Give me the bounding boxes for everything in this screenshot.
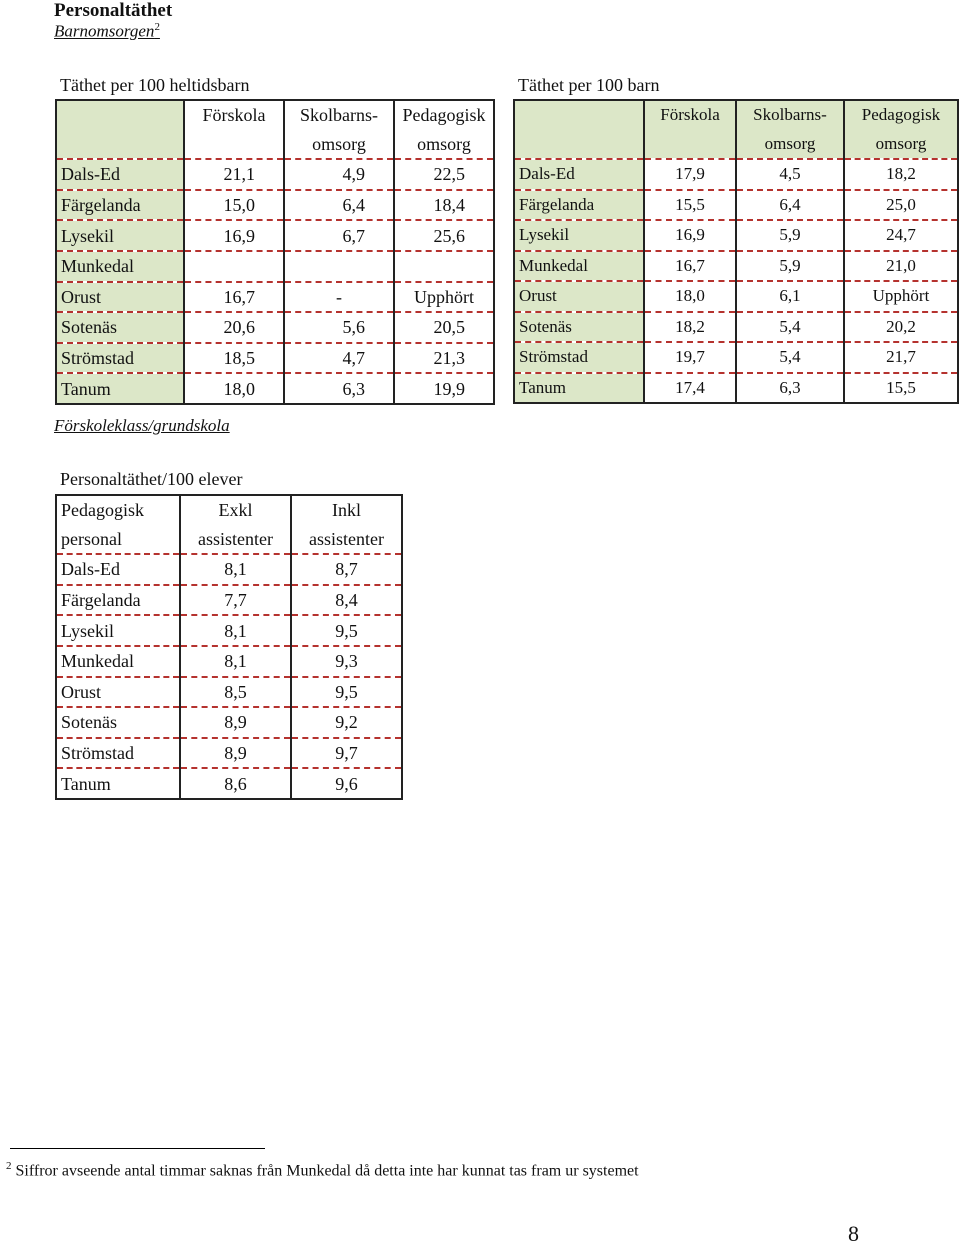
header-row: [514, 100, 958, 130]
cell-value: [184, 251, 284, 282]
table-row: [56, 768, 402, 799]
cell-value: 18,0: [644, 281, 736, 312]
row-label: Lysekil: [514, 220, 644, 251]
header-corner: personal: [56, 525, 180, 555]
cell-value: 16,9: [644, 220, 736, 251]
column-header: [644, 130, 736, 160]
cell-value: 8,1: [180, 615, 291, 646]
cell-value: 15,0: [184, 190, 284, 221]
cell-value: 19,9: [394, 373, 494, 404]
column-header: Skolbarns-: [736, 100, 844, 130]
row-label: Orust: [56, 282, 184, 313]
column-header: [184, 130, 284, 160]
column-header: omsorg: [844, 130, 958, 160]
cell-value: 18,4: [394, 190, 494, 221]
table-personaltathet-elever: [55, 494, 403, 800]
cell-value: -: [284, 282, 394, 313]
table-row: [514, 281, 958, 312]
table-row: [56, 282, 494, 313]
cell-value: 5,9: [736, 251, 844, 282]
header-corner: [514, 100, 644, 130]
footnote-text: Siffror avseende antal timmar saknas från Munkedal då detta inte har kunnat tas fram ur systemet: [15, 1162, 639, 1180]
row-label: Tanum: [56, 768, 180, 799]
cell-value: 18,5: [184, 343, 284, 374]
header-row-2: [56, 130, 494, 160]
cell-value: 25,0: [844, 190, 958, 221]
cell-value: 6,7: [284, 220, 394, 251]
section-title-barnomsorgen: Barnomsorgen$^2$: [54, 21, 160, 41]
column-header-line2: assistenter: [180, 525, 291, 555]
row-label: Munkedal: [56, 646, 180, 677]
cell-value: 9,5: [291, 615, 402, 646]
table-row: [56, 707, 402, 738]
row-label: Färgelanda: [56, 585, 180, 616]
cell-value: 18,2: [844, 159, 958, 190]
header-corner: [56, 130, 184, 160]
table-row: [56, 738, 402, 769]
table1-caption: Täthet per 100 heltidsbarn: [60, 75, 250, 95]
table-row: [514, 159, 958, 190]
cell-value: 9,6: [291, 768, 402, 799]
cell-value: 8,5: [180, 677, 291, 708]
header-row: [56, 495, 402, 525]
table-row: [56, 343, 494, 374]
row-label: Dals-Ed: [514, 159, 644, 190]
row-label: Sotenäs: [56, 707, 180, 738]
footnote-ref: 2: [154, 21, 160, 33]
cell-value: 8,1: [180, 554, 291, 585]
cell-value: 5,4: [736, 312, 844, 343]
table-row: [514, 342, 958, 373]
cell-value: 17,9: [644, 159, 736, 190]
table-row: [514, 190, 958, 221]
cell-value: 17,4: [644, 373, 736, 404]
footnote: [6, 1160, 639, 1180]
cell-value: 8,1: [180, 646, 291, 677]
cell-value: 16,7: [644, 251, 736, 282]
cell-value: 8,4: [291, 585, 402, 616]
table-tathet-barn: [513, 99, 959, 404]
header-corner: Pedagogisk: [56, 495, 180, 525]
cell-value: 5,4: [736, 342, 844, 373]
header-row-2: [56, 525, 402, 555]
cell-value: 16,9: [184, 220, 284, 251]
row-label: Strömstad: [56, 343, 184, 374]
row-label: Dals-Ed: [56, 159, 184, 190]
column-header: Förskola: [184, 100, 284, 130]
row-label: Lysekil: [56, 220, 184, 251]
cell-value: Upphört: [844, 281, 958, 312]
table-row: [56, 554, 402, 585]
cell-value: 21,0: [844, 251, 958, 282]
cell-value: 9,2: [291, 707, 402, 738]
cell-value: [284, 251, 394, 282]
row-label: Färgelanda: [514, 190, 644, 221]
cell-value: 9,3: [291, 646, 402, 677]
row-label: Tanum: [56, 373, 184, 404]
cell-value: 8,9: [180, 738, 291, 769]
table-row: [56, 251, 494, 282]
cell-value: 15,5: [644, 190, 736, 221]
cell-value: 6,3: [284, 373, 394, 404]
cell-value: [394, 251, 494, 282]
table-row: [56, 312, 494, 343]
row-label: Sotenäs: [56, 312, 184, 343]
row-label: Strömstad: [56, 738, 180, 769]
column-header: Exkl: [180, 495, 291, 525]
column-header: Inkl: [291, 495, 402, 525]
row-label: Munkedal: [514, 251, 644, 282]
table-row: [514, 220, 958, 251]
cell-value: 4,5: [736, 159, 844, 190]
cell-value: 5,6: [284, 312, 394, 343]
cell-value: 20,2: [844, 312, 958, 343]
table2-body: [514, 100, 958, 403]
table-row: [56, 646, 402, 677]
table-row: [56, 190, 494, 221]
table3-body: [56, 495, 402, 799]
cell-value: 4,9: [284, 159, 394, 190]
table-row: [56, 373, 494, 404]
cell-value: 18,0: [184, 373, 284, 404]
table-row: [56, 585, 402, 616]
cell-value: 8,7: [291, 554, 402, 585]
cell-value: 4,7: [284, 343, 394, 374]
section-title-grundskola: Förskoleklass/grundskola: [54, 416, 230, 435]
table-row: [56, 220, 494, 251]
cell-value: 5,9: [736, 220, 844, 251]
table1-body: [56, 100, 494, 404]
cell-value: 21,1: [184, 159, 284, 190]
table-row: [514, 251, 958, 282]
table-row: [514, 312, 958, 343]
cell-value: 19,7: [644, 342, 736, 373]
table-row: [56, 615, 402, 646]
page-number: 8: [848, 1221, 859, 1246]
column-header: Skolbarns-: [284, 100, 394, 130]
cell-value: 25,6: [394, 220, 494, 251]
cell-value: 6,4: [736, 190, 844, 221]
table-row: [56, 677, 402, 708]
column-header: Förskola: [644, 100, 736, 130]
column-header: omsorg: [394, 130, 494, 160]
header-corner: [514, 130, 644, 160]
table-row: [514, 373, 958, 404]
cell-value: 21,3: [394, 343, 494, 374]
row-label: Strömstad: [514, 342, 644, 373]
row-label: Färgelanda: [56, 190, 184, 221]
row-label: Lysekil: [56, 615, 180, 646]
column-header: omsorg: [736, 130, 844, 160]
cell-value: 24,7: [844, 220, 958, 251]
cell-value: 16,7: [184, 282, 284, 313]
cell-value: 9,7: [291, 738, 402, 769]
cell-value: 6,3: [736, 373, 844, 404]
table-row: [56, 159, 494, 190]
row-label: Dals-Ed: [56, 554, 180, 585]
column-header: Pedagogisk: [394, 100, 494, 130]
column-header: Pedagogisk: [844, 100, 958, 130]
cell-value: Upphört: [394, 282, 494, 313]
cell-value: 9,5: [291, 677, 402, 708]
header-row: [56, 100, 494, 130]
row-label: Munkedal: [56, 251, 184, 282]
header-row-2: [514, 130, 958, 160]
column-header-line2: assistenter: [291, 525, 402, 555]
cell-value: 6,1: [736, 281, 844, 312]
cell-value: 18,2: [644, 312, 736, 343]
cell-value: 21,7: [844, 342, 958, 373]
row-label: Orust: [514, 281, 644, 312]
cell-value: 7,7: [180, 585, 291, 616]
cell-value: 8,9: [180, 707, 291, 738]
row-label: Orust: [56, 677, 180, 708]
row-label: Sotenäs: [514, 312, 644, 343]
footnote-divider: [10, 1148, 265, 1149]
page-heading: Personaltäthet: [54, 0, 173, 21]
footnote-marker: 2: [6, 1160, 12, 1172]
cell-value: 15,5: [844, 373, 958, 404]
table2-caption: Täthet per 100 barn: [518, 75, 660, 95]
cell-value: 8,6: [180, 768, 291, 799]
cell-value: 22,5: [394, 159, 494, 190]
column-header: omsorg: [284, 130, 394, 160]
table3-caption: Personaltäthet/100 elever: [60, 469, 243, 489]
cell-value: 20,6: [184, 312, 284, 343]
row-label: Tanum: [514, 373, 644, 404]
cell-value: 20,5: [394, 312, 494, 343]
header-corner: [56, 100, 184, 130]
cell-value: 6,4: [284, 190, 394, 221]
table-tathet-heltidsbarn: [55, 99, 495, 405]
